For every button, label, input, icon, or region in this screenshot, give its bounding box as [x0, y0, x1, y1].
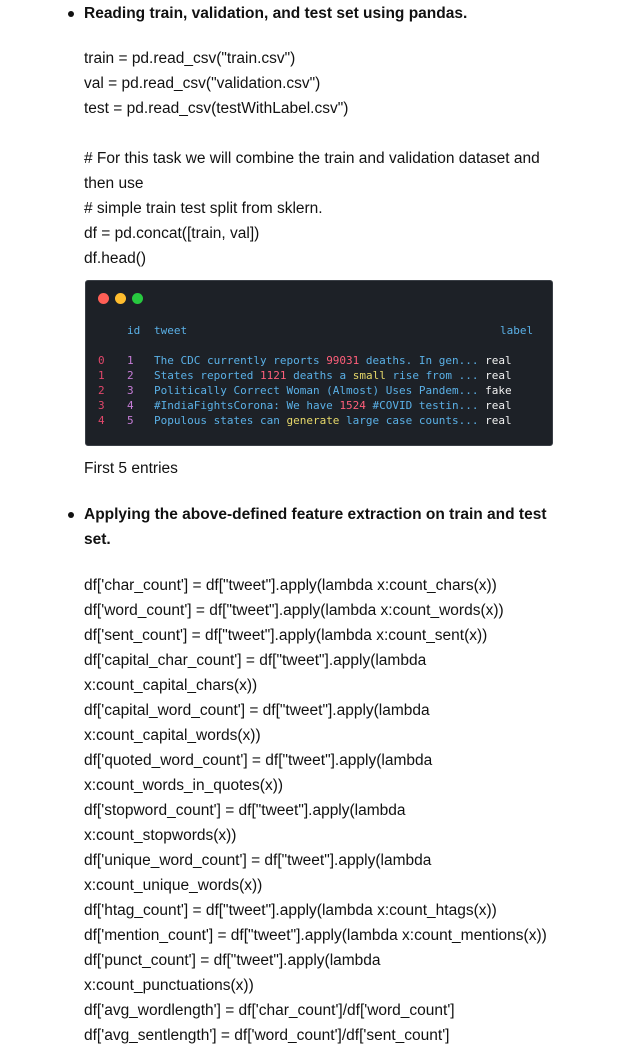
row-label: real	[478, 369, 512, 382]
row-tweet: #IndiaFightsCorona: We have 1524 #COVID testin... real	[154, 399, 512, 412]
section-heading: Reading train, validation, and test set using pandas.	[84, 5, 468, 22]
code-line: x:count_words_in_quotes(x))	[84, 777, 284, 794]
code-line: x:count_capital_chars(x))	[84, 677, 258, 694]
row-index: 3	[98, 399, 105, 412]
code-line: df = pd.concat([train, val])	[84, 225, 260, 242]
row-tweet: States reported 1121 deaths a small rise from ... real	[154, 369, 512, 382]
code-line: # simple train test split from sklern.	[84, 200, 323, 217]
row-id: 3	[127, 384, 134, 397]
code-line: # For this task we will combine the train and validation dataset and	[84, 150, 540, 167]
row-index: 2	[98, 384, 105, 397]
close-dot-icon	[98, 293, 109, 304]
code-line: df['unique_word_count'] = df["tweet"].apply(lambda	[84, 852, 432, 869]
row-index: 0	[98, 354, 105, 367]
code-line: df.head()	[84, 250, 147, 267]
row-index: 4	[98, 414, 105, 427]
code-line: x:count_capital_words(x))	[84, 727, 261, 744]
code-line: val = pd.read_csv("validation.csv")	[84, 75, 321, 92]
code-line: df['sent_count'] = df["tweet"].apply(lambda x:count_sent(x))	[84, 627, 488, 644]
column-header-id: id	[127, 324, 141, 337]
terminal-window	[85, 280, 553, 446]
code-line: df['quoted_word_count'] = df["tweet"].apply(lambda	[84, 752, 433, 769]
row-label: real	[478, 354, 512, 367]
row-label: fake	[478, 384, 512, 397]
code-line: x:count_stopwords(x))	[84, 827, 237, 844]
row-label: real	[478, 414, 512, 427]
code-line: df['capital_char_count'] = df["tweet"].apply(lambda	[84, 652, 427, 669]
section-heading-line: set.	[84, 531, 111, 548]
code-line: df['punct_count'] = df["tweet"].apply(lambda	[84, 952, 381, 969]
bullet-dot	[68, 512, 74, 518]
row-id: 1	[127, 354, 134, 367]
code-line: df['avg_sentlength'] = df['word_count']/df['sent_count']	[84, 1027, 450, 1044]
code-line: df['word_count'] = df["tweet"].apply(lambda x:count_words(x))	[84, 602, 504, 619]
row-label: real	[478, 399, 512, 412]
bullet-dot	[68, 11, 74, 17]
code-line: then use	[84, 175, 144, 192]
code-line: df['htag_count'] = df["tweet"].apply(lambda x:count_htags(x))	[84, 902, 497, 919]
minimize-dot-icon	[115, 293, 126, 304]
code-line: x:count_punctuations(x))	[84, 977, 254, 994]
code-line: df['mention_count'] = df["tweet"].apply(lambda x:count_mentions(x))	[84, 927, 547, 944]
row-id: 4	[127, 399, 134, 412]
caption: First 5 entries	[84, 460, 178, 477]
code-line: x:count_unique_words(x))	[84, 877, 263, 894]
row-tweet: Politically Correct Woman (Almost) Uses Pandem... fake	[154, 384, 512, 397]
maximize-dot-icon	[132, 293, 143, 304]
section-heading	[84, 502, 584, 552]
code-line: df['stopword_count'] = df["tweet"].apply(lambda	[84, 802, 406, 819]
column-header-tweet: tweet	[154, 324, 188, 337]
code-line: df['char_count'] = df["tweet"].apply(lambda x:count_chars(x))	[84, 577, 497, 594]
row-id: 5	[127, 414, 134, 427]
code-line: df['avg_wordlength'] = df['char_count']/df['word_count']	[84, 1002, 455, 1019]
row-index: 1	[98, 369, 105, 382]
row-tweet: The CDC currently reports 99031 deaths. In gen... real	[154, 354, 512, 367]
code-line: df['capital_word_count'] = df["tweet"].apply(lambda	[84, 702, 430, 719]
row-tweet: Populous states can generate large case counts... real	[154, 414, 512, 427]
section-heading-line: Applying the above-defined feature extraction on train and test	[84, 506, 547, 523]
column-header-label: label	[500, 324, 534, 337]
code-line: train = pd.read_csv("train.csv")	[84, 50, 296, 67]
code-line: test = pd.read_csv(testWithLabel.csv")	[84, 100, 349, 117]
row-id: 2	[127, 369, 134, 382]
